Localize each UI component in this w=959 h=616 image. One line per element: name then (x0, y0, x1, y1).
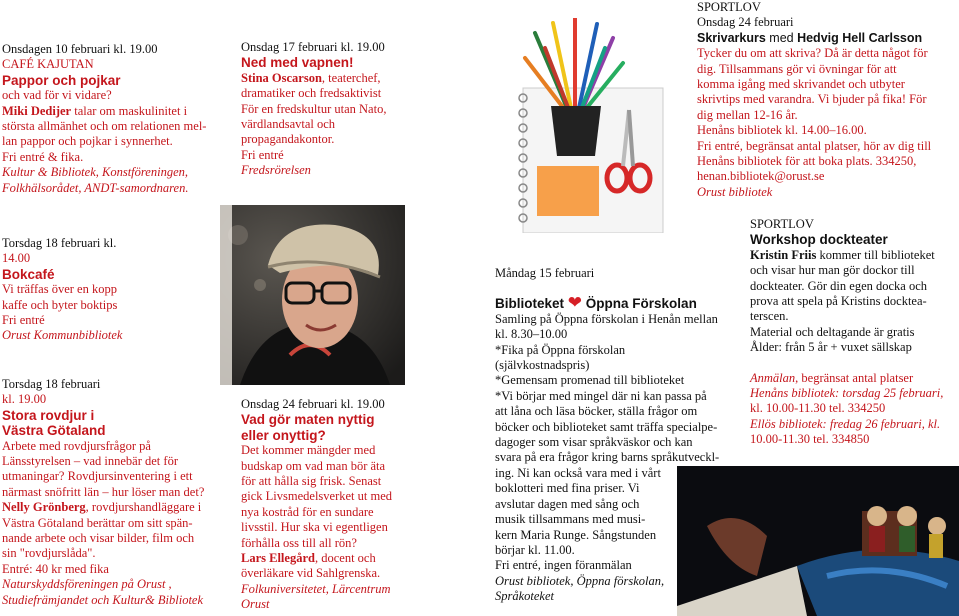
event-bokcafe: Torsdag 18 februari kl. 14.00 Bokcafé Vi träffas över en kopp kaffe och byter boktips Fri entré Orust Kommunbibliotek (2, 236, 123, 343)
event-workshop-dockteater: SPORTLOV Workshop dockteater Kristin Friis kommer till biblioteket och visar hur man gör dockor till dockteater. Gör din egen docka och prova att spela på Kristins dockteа- terscen. Material och deltagande är gratis Ålder: från 5 år + vuxet sällskap Anmälan, begränsat antal platser Henåns bibliotek: torsdag 25 februari, kl. 10.00-11.30 tel. 334250 Ellös bibliotek: fredag 26 februari, kl. 10.00-11.30 tel. 334850 (750, 217, 944, 447)
event-date: Onsdagen 10 februari kl. 19.00 (2, 42, 158, 56)
event-date: Torsdag 18 februari (2, 377, 101, 391)
event-vad-gor-maten: Onsdag 24 februari kl. 19.00 Vad gör maten nyttig eller onyttig? Det kommer mängder med budskap om vad man bör äta för att hålla sig frisk. Senast gick Livsmedelsverket ut med nya kostråd för en sundare livsstil. Hur ska vi egentligen förhålla oss till all rön? Lars Ellegård, docent och överläkare vid Sahlgrenska. Folkuniversitetet, Lärcentrum Orust (241, 397, 393, 612)
event-price: Fri entré, ingen föranmälan (495, 558, 632, 573)
event-organizer: Kultur & Bibliotek, Konstföreningen, (2, 165, 188, 180)
event-price: Fri entré & fika. (2, 149, 84, 164)
event-tag: SPORTLOV (750, 217, 814, 231)
event-title: Pappor och pojkar (2, 72, 121, 88)
event-title: Ned med vapnen! (241, 55, 354, 71)
event-title: Stora rovdjur i (2, 407, 95, 423)
puppet-theater-photo (677, 466, 959, 616)
event-organizer: Fredsrörelsen (241, 163, 311, 178)
event-organizer: Orust bibliotek, Öppna förskolan, (495, 573, 665, 588)
event-date: Onsdag 24 februari kl. 19.00 (241, 397, 385, 411)
event-skrivarkurs: SPORTLOV Onsdag 24 februari Skrivarkurs med Hedvig Hell Carlsson Tycker du om att skriva? Då är detta något för dig. Tillsammans gör vi övningar för att komma igång med skrivandet och utbyter skrivtips med varandra. Vi bjuder på fika! För dig mellan 12-16 år. Henåns bibliotek kl. 14.00–16.00. Fri entré, begränsat antal platser, hör av dig till Henåns bibliotek för att boka plats. 334250, henan.bibliotek@orust.se Orust bibliotek (697, 0, 932, 199)
event-price: Fri entré (2, 313, 45, 328)
speaker-name: Miki Dedijer (2, 103, 72, 118)
speaker-name: Lars Ellegård (241, 551, 315, 566)
heart-icon: ❤ (567, 293, 583, 313)
event-price: Entré: 40 kr med fika (2, 561, 109, 576)
event-title: Biblioteket ❤ Öppna Förskolan (495, 293, 697, 313)
event-email: henan.bibliotek@orust.se (697, 169, 825, 184)
event-price: Fri entré (241, 147, 284, 162)
event-venue: CAFÉ KAJUTAN (2, 57, 94, 72)
pencil-cup-illustration (505, 18, 685, 233)
speaker-name: Nelly Grönberg (2, 500, 86, 515)
event-date: Torsdag 18 februari kl. (2, 236, 117, 250)
event-tag: SPORTLOV (697, 0, 761, 14)
speaker-name: Stina Oscarson (241, 70, 322, 85)
event-organizer: Orust bibliotek (697, 184, 773, 199)
event-subtitle: och vad för vi vidare? (2, 88, 112, 103)
event-title: Bokcafé (2, 266, 55, 282)
sticky-note-illustration (537, 166, 599, 216)
portrait-photo (220, 205, 405, 385)
event-pappor-pojkar: Onsdagen 10 februari kl. 19.00 CAFÉ KAJUTAN Pappor och pojkar och vad för vi vidare? Miki Dedijer talar om maskulinitet i största allmänhet och om relationen mel- lan pappor och pojkar i synnerhet. Fri entré & fika. Kultur & Bibliotek, Konstföreningen, Folkhälsorådet, ANDT-samordnaren. (2, 42, 207, 195)
event-title: Vad gör maten nyttig (241, 412, 375, 428)
event-date: Måndag 15 februari (495, 266, 595, 280)
event-organizer: Orust Kommunbibliotek (2, 328, 123, 343)
event-organizer: Folkuniversitetet, Lärcentrum (241, 581, 391, 596)
event-title: Skrivarkurs med Hedvig Hell Carlsson (697, 30, 923, 45)
event-date: Onsdag 24 februari (697, 15, 794, 30)
event-biblioteket-oppna-forskolan: Måndag 15 februari Biblioteket ❤ Öppna Förskolan Samling på Öppna förskolan i Henån mellan kl. 8.30–10.00 *Fika på Öppna förskolan (självkostnadspris) *Gemensam promenad till biblioteket *Vi börjar med mingel där ni kan passa på att låna och läsa böcker, ställa frågor om böcker och biblioteket samt träffa specialpe- dagoger som visar språkväskor och kan svara på era frågor kring barns språkutveckl- ing. Ni kan också vara med i vårt boklotteri med fina priser. Vi avslutar dagen med sång och musik tillsammans med musi- kern Maria Runge. Sångstunden börjar kl. 11.00. Fri entré, ingen föranmälan Orust bibliotek, Öppna förskolan, Språkoteket (495, 266, 720, 604)
event-organizer: Naturskyddsföreningen på Orust , (2, 577, 172, 592)
event-ned-med-vapnen: Onsdag 17 februari kl. 19.00 Ned med vapnen! Stina Oscarson, teaterchef, dramatiker och fredsaktivist För en fredskultur utan Nato, värdlandsavtal och propagandakontor. Fri entré Fredsrörelsen (241, 40, 387, 178)
event-title: Workshop dockteater (750, 232, 888, 248)
speaker-name: Kristin Friis (750, 247, 817, 262)
event-date: Onsdag 17 februari kl. 19.00 (241, 40, 385, 54)
event-rovdjur: Torsdag 18 februari kl. 19.00 Stora rovdjur i Västra Götaland Arbete med rovdjursfrågor på Länsstyrelsen – vad innebär det för utmaningar? Rovdjursinventering i ett närmast snöfritt län – hur löser man det? Nelly Grönberg, rovdjurshandläggare i Västra Götaland berättar om sitt spän- nande arbete och visar bilder, film och sin "rovdjurslåda". Entré: 40 kr med fika Naturskyddsföreningen på Orust , Studiefrämjandet och Kultur& Bibliotek (2, 377, 205, 607)
